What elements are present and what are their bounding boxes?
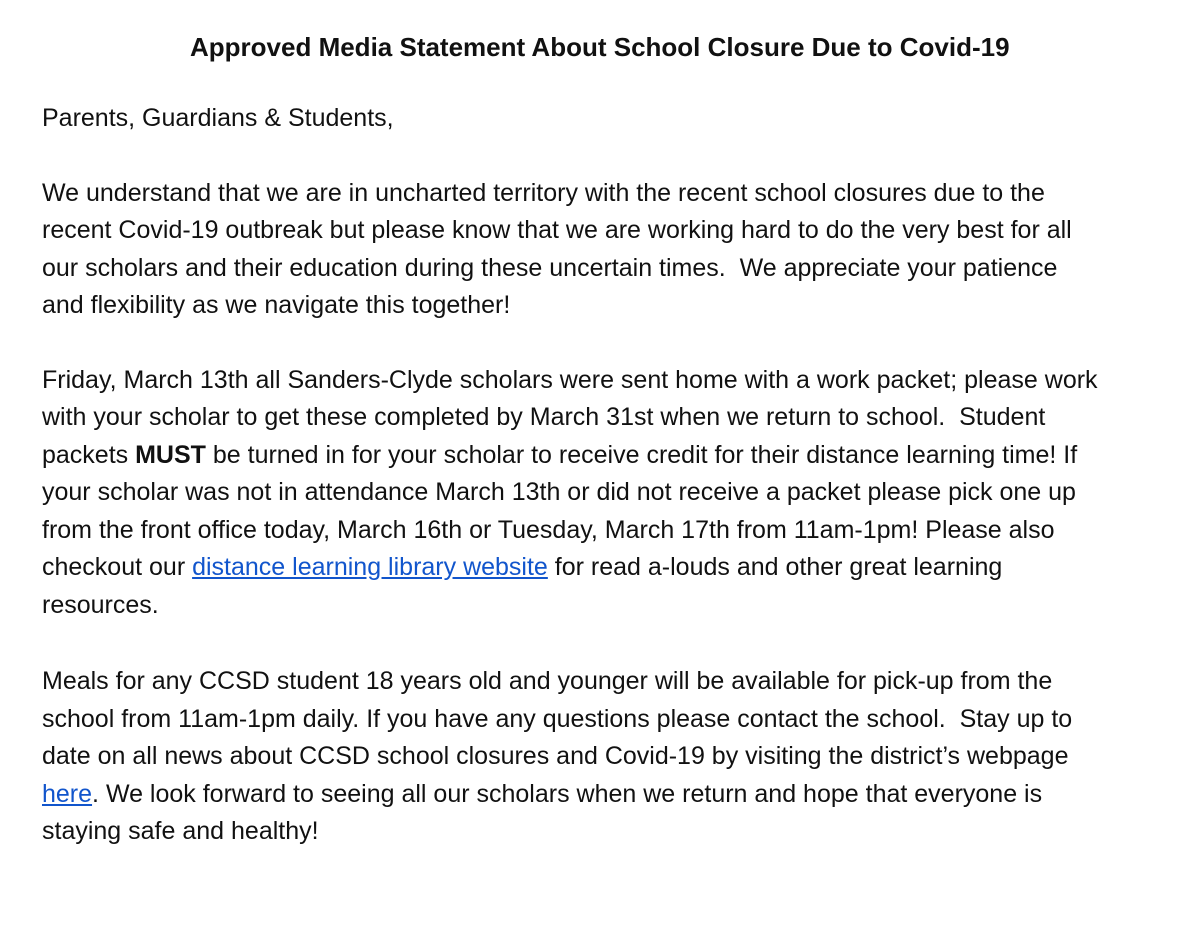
paragraph-line: Meals for any CCSD student 18 years old and younger will be available for pick-up from the xyxy=(42,667,1053,695)
paragraph-line: and flexibility as we navigate this together! xyxy=(42,291,511,319)
greeting: Parents, Guardians & Students, xyxy=(42,104,394,132)
text-segment: for read a-louds and other great learning xyxy=(547,553,1003,581)
document-page xyxy=(42,27,1192,851)
text-segment: checkout our xyxy=(42,553,193,581)
paragraph-line: We understand that we are in uncharted territory with the recent school closures due to the xyxy=(42,178,1045,207)
paragraph-line: your scholar was not in attendance March 13th or did not receive a packet please pick one up xyxy=(42,478,1076,506)
paragraph-line: from the front office today, March 16th or Tuesday, March 17th from 11am-1pm! Please also xyxy=(42,515,1055,544)
paragraph-line xyxy=(42,776,1192,814)
document-title: Approved Media Statement About School Closure Due to Covid-19 xyxy=(190,32,1010,62)
paragraph-line: date on all news about CCSD school closures and Covid-19 by visiting the district’s webpage xyxy=(42,742,1069,770)
distance-learning-library-link[interactable]: distance learning library website xyxy=(192,553,548,581)
paragraph-line: resources. xyxy=(42,590,159,619)
text-segment: . We look forward to seeing all our scholars when we return and hope that everyone is xyxy=(92,779,1043,808)
text-segment: be turned in for your scholar to receive credit for their distance learning time! If xyxy=(205,440,1078,469)
emphasis-must: MUST xyxy=(135,440,206,469)
paragraph-line xyxy=(42,549,1192,587)
district-webpage-link[interactable]: here xyxy=(42,779,93,808)
paragraph-line: staying safe and healthy! xyxy=(42,817,319,845)
paragraph-meals xyxy=(42,663,1192,851)
paragraph-line: Friday, March 13th all Sanders-Clyde scholars were sent home with a work packet; please work xyxy=(42,365,1098,394)
paragraph-line xyxy=(42,437,1192,475)
paragraph-intro xyxy=(42,175,1192,325)
paragraph-work-packet xyxy=(42,362,1192,625)
text-segment: packets xyxy=(42,440,136,469)
paragraph-line: our scholars and their education during these uncertain times. We appreciate your patience xyxy=(42,253,1058,282)
paragraph-line: with your scholar to get these completed by March 31st when we return to school. Student xyxy=(42,403,1046,431)
paragraph-line: school from 11am-1pm daily. If you have any questions please contact the school. Stay up to xyxy=(42,704,1073,733)
paragraph-line: recent Covid-19 outbreak but please know that we are working hard to do the very best for all xyxy=(42,216,1072,244)
